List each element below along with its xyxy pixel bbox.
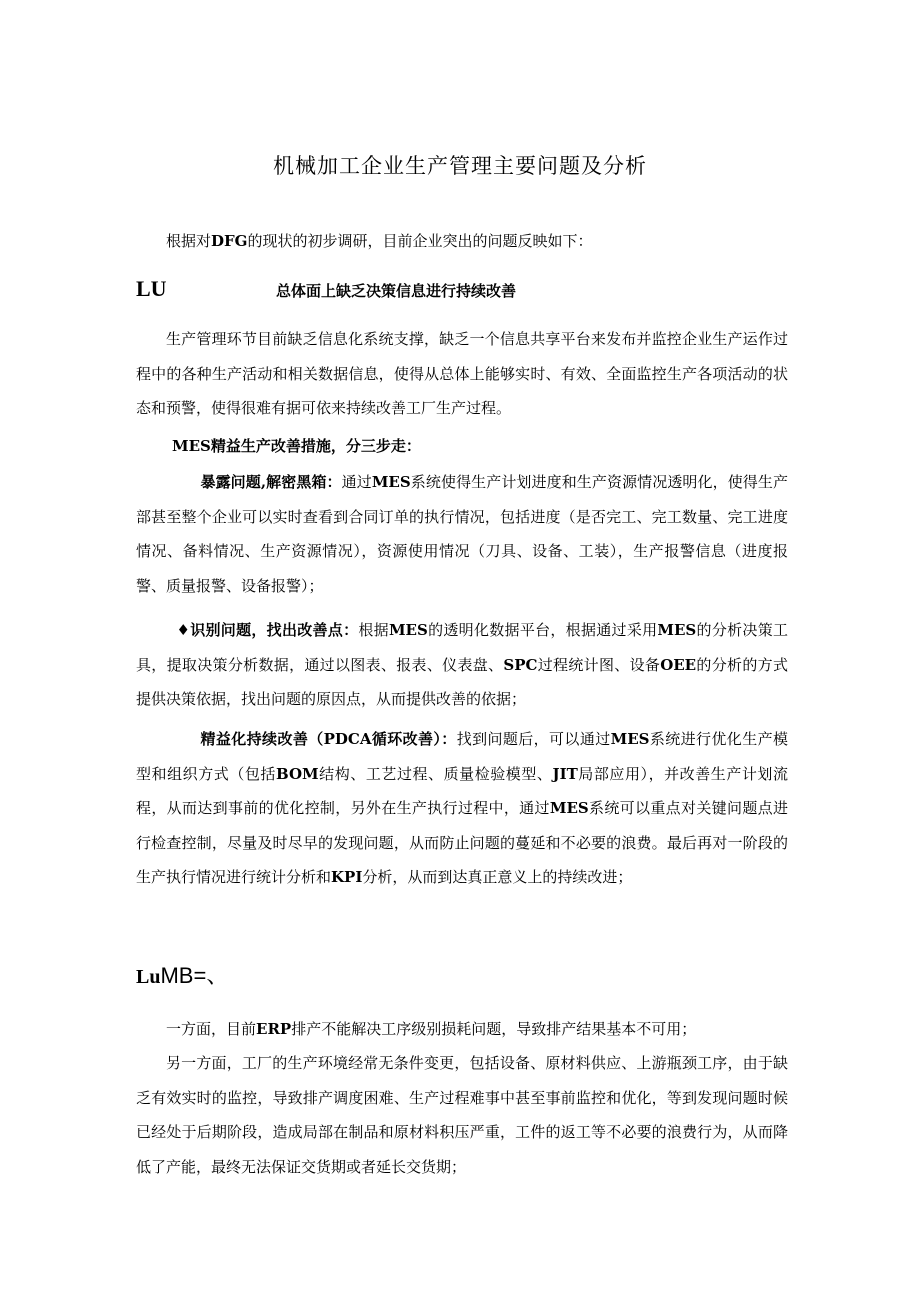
step3-term: MES: [549, 799, 589, 817]
step3-text: 系统进行优化生产模型和组织方式（包括: [136, 730, 788, 783]
section2-paragraph-1: [136, 1012, 788, 1047]
step3-title: 精益化持续改善（PDCA循环改善）：: [200, 730, 457, 748]
step1-paragraph: [136, 465, 788, 603]
section1-label: LU: [136, 276, 167, 301]
step3-term: JIT: [552, 764, 578, 783]
intro-text-1: 根据对: [166, 232, 212, 250]
step3-text: 结构、工艺过程、质量检验模型、: [318, 764, 553, 783]
step2-text: 的透明化数据平台，根据通过采用: [427, 621, 658, 639]
section2-p1-term: ERP: [256, 1020, 292, 1038]
intro-paragraph: [136, 228, 788, 254]
step1-text: 系统使得生产计划进度和生产资源情况透明化，使得生产部甚至整个企业可以实时查看到合同订单的执行情况，包括进度（是否完工、完工数量、完工进度情况、备料情况、生产资源情况），资源使用情况（刀具、设备、工装），生产报警信息（进度报警、质量报警、设备报警）；: [136, 473, 788, 595]
step3-term: MES: [610, 730, 650, 748]
intro-company: DFG: [211, 232, 248, 250]
step3-term: KPI: [331, 868, 363, 886]
section2-p1-text: 排产不能解决工序级别损耗问题，导致排产结果基本不可用；: [291, 1020, 697, 1038]
step2-term: MES: [657, 621, 697, 639]
step3-term: BOM: [275, 764, 319, 783]
section2-paragraph-2: 另一方面，工厂的生产环境经常无条件变更，包括设备、原材料供应、上游瓶颈工序，由于缺乏有效实时的监控，导致排产调度困难、生产过程难事中甚至事前监控和优化，等到发现问题时候已经处于后期阶段，造成局部在制品和原材料积压严重，工件的返工等不必要的浪费行为，从而降低了产能，最终无法保证交货期或者延长交货期；: [136, 1054, 788, 1176]
step2-text: 的分析决策工具，提取决策分析数据，通过以图表、报表、仪表盘、: [136, 621, 788, 674]
step1-term: MES: [371, 473, 411, 491]
step2-term: OEE: [660, 655, 697, 674]
step3-text: 系统可以重点对关键问题点进行检查控制，尽量及时尽早的发现问题，从而防止问题的蔓延和不必要的浪费。最后再对一阶段的生产执行情况进行统计分析和: [136, 799, 788, 886]
step2-text: 根据: [358, 621, 389, 639]
section1-title: 总体面上缺乏决策信息进行持续改善: [276, 282, 517, 300]
section2-heading: [136, 960, 228, 993]
step3-text: 分析，从而到达真正意义上的持续改进；: [362, 868, 633, 886]
step3-text: 找到问题后，可以通过: [456, 730, 611, 748]
step2-title: ♦识别问题，找出改善点：: [176, 621, 359, 639]
step1-title: 暴露问题,解密黑箱：: [200, 473, 342, 491]
measures-heading: MES精益生产改善措施，分三步走：: [172, 437, 421, 455]
step2-text: 的分析的方式提供决策依据，找出问题的原因点，从而提供改善的依据；: [136, 655, 788, 708]
step3-text: 局部应用），并改善生产计划流程，从而达到事前的优化控制，另外在生产执行过程中，通过: [136, 764, 788, 817]
section1-paragraph: 生产管理环节目前缺乏信息化系统支撑，缺乏一个信息共享平台来发布并监控企业生产运作过程中的各种生产活动和相关数据信息，使得从总体上能够实时、有效、全面监控生产各项活动的状态和预警，使得很难有据可依来持续改善工厂生产过程。: [136, 330, 788, 417]
step1-text: 通过: [341, 473, 372, 491]
step2-text: 过程统计图、设备: [537, 655, 661, 674]
step2-term: MES: [388, 621, 428, 639]
step2-paragraph: [136, 613, 788, 717]
document-title: 机械加工企业生产管理主要问题及分析: [273, 154, 647, 178]
step2-term: SPC: [503, 655, 538, 674]
section2-p1-text: 一方面，目前: [166, 1020, 257, 1038]
intro-text-2: 的现状的初步调研，目前企业突出的问题反映如下：: [247, 232, 593, 250]
section2-heading-prefix: Lu: [136, 966, 161, 988]
step3-paragraph: [136, 722, 788, 895]
section2-heading-rest: MB=、: [160, 963, 229, 988]
